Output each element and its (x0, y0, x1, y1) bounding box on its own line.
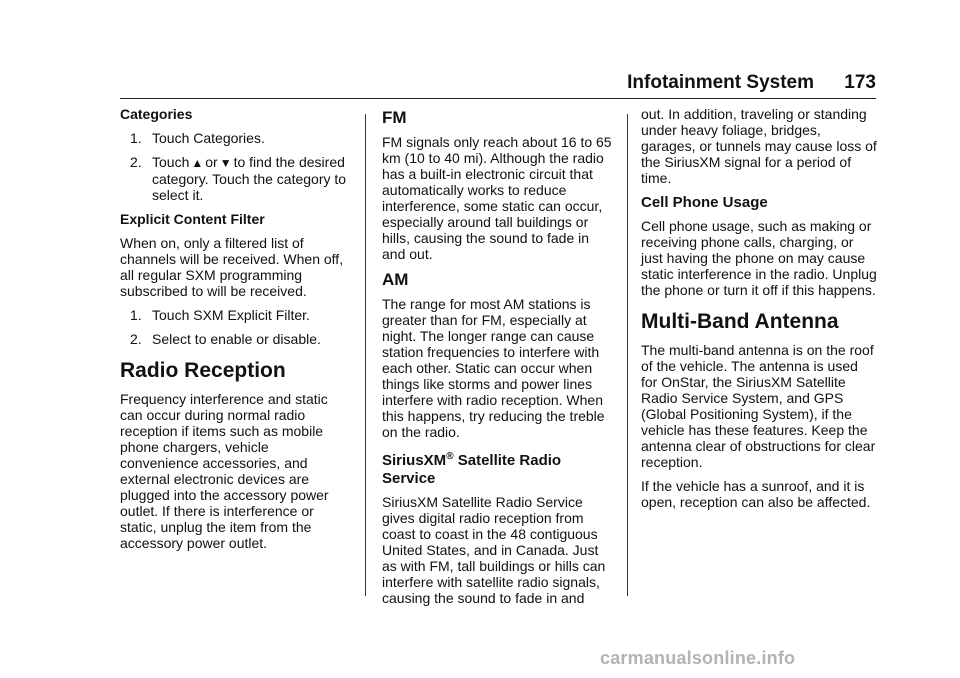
categories-steps (120, 130, 348, 203)
list-item (120, 307, 348, 323)
list-item (120, 331, 348, 347)
list-item (120, 154, 348, 203)
list-item (120, 130, 348, 146)
step-text: Touch Categories. (152, 130, 265, 146)
page-number: 173 (844, 72, 876, 93)
watermark: carmanualsonline.info (600, 648, 796, 668)
column-divider-2 (627, 114, 628, 596)
step-text: or (205, 154, 218, 170)
fm-heading: FM (382, 108, 407, 127)
am-heading: AM (382, 270, 409, 289)
explicit-filter-body: When on, only a filtered list of channels will be received. When off, all regular SXM programming subscribed to will be received. (120, 235, 344, 299)
column-divider-1 (365, 114, 366, 596)
explicit-filter-heading: Explicit Content Filter (120, 211, 265, 227)
column-right (641, 106, 877, 518)
section-title: Infotainment System (627, 72, 814, 93)
heading-text: Satellite Radio Service (382, 452, 562, 487)
step-text: Touch SXM Explicit Filter. (152, 307, 310, 323)
cell-phone-body: Cell phone usage, such as making or receiving phone calls, charging, or just having the phone on may cause static interference in the radio. Unplug the phone or turn it off if this happens. (641, 218, 877, 298)
step-number: 1. (130, 307, 142, 323)
continued-body: out. In addition, traveling or standing under heavy foliage, bridges, garages, or tunnels may cause loss of the SiriusXM signal for a period of time. (641, 106, 877, 186)
heading-text: SiriusXM (382, 452, 447, 469)
siriusxm-heading (382, 448, 612, 488)
step-number: 1. (130, 130, 142, 146)
fm-body: FM signals only reach about 16 to 65 km (10 to 40 mi). Although the radio has a built-in electronic circuit that automatically works to reduce interference, some static can occur, especially around tall buildings or hills, causing the sound to fade in and out. (382, 134, 612, 262)
siriusxm-body: SiriusXM Satellite Radio Service gives digital radio reception from coast to coast in the 48 contiguous United States, and in Canada. Just as with FM, tall buildings or hills can interfere with satellite radio signals, causing the sound to fade in and (382, 494, 606, 606)
down-arrow-icon: ▼ (219, 156, 232, 170)
column-middle (382, 106, 612, 614)
step-number: 2. (130, 331, 142, 347)
multi-band-heading: Multi-Band Antenna (641, 310, 839, 333)
registered-mark: ® (446, 451, 454, 462)
multi-band-body-2: If the vehicle has a sunroof, and it is open, reception can also be affected. (641, 478, 871, 510)
page-header (120, 66, 876, 100)
radio-reception-heading: Radio Reception (120, 359, 286, 382)
step-text: to find the desired category. Touch the category to select it. (152, 154, 347, 203)
column-left (120, 106, 348, 559)
multi-band-body-1: The multi-band antenna is on the roof of the vehicle. The antenna is used for OnStar, the SiriusXM Satellite Radio Service System, and GPS (Global Positioning System), if the vehicle has these features. Keep the antenna clear of obstructions for clear reception. (641, 342, 876, 470)
step-text: Touch (152, 154, 190, 170)
step-text: Select to enable or disable. (152, 331, 321, 347)
cell-phone-heading: Cell Phone Usage (641, 194, 768, 211)
radio-reception-body: Frequency interference and static can occur during normal radio reception if items such as mobile phone chargers, vehicle convenience accessories, and external electronic devices are plugged into the accessory power outlet. If there is interference or static, unplug the item from the accessory power outlet. (120, 391, 329, 551)
am-body: The range for most AM stations is greater than for FM, especially at night. The longer range can cause station frequencies to interfere with each other. Static can occur when things like storms and power lines interfere with radio reception. When this happens, try reducing the treble on the radio. (382, 296, 605, 440)
categories-heading: Categories (120, 106, 193, 122)
up-arrow-icon: ▲ (191, 156, 204, 170)
header-rule (120, 98, 876, 99)
explicit-steps (120, 307, 348, 347)
step-number: 2. (130, 154, 142, 170)
